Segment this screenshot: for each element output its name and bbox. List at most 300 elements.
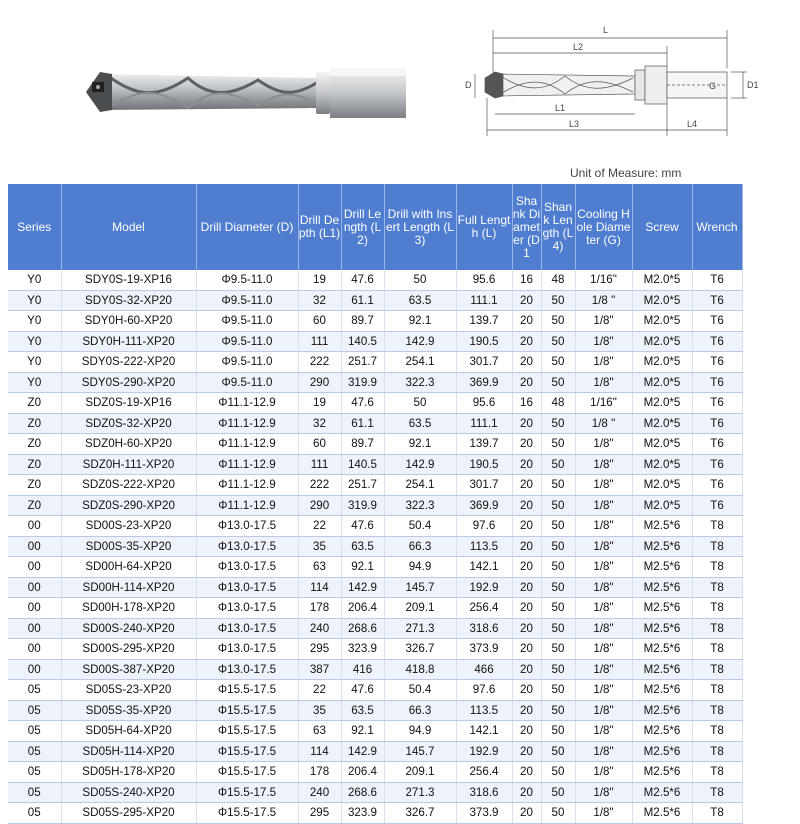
table-cell: 20 [512,495,541,516]
table-cell: 1/8" [575,495,632,516]
dim-L3: L3 [569,119,580,129]
table-cell: 301.7 [456,475,512,496]
table-row [8,577,742,598]
table-cell: 20 [512,372,541,393]
table-cell: Φ11.1-12.9 [196,393,298,414]
unit-of-measure: Unit of Measure: mm [570,166,682,180]
table-row [8,475,742,496]
table-cell: 301.7 [456,352,512,373]
table-cell: Φ13.0-17.5 [196,639,298,660]
table-cell: Φ9.5-11.0 [196,331,298,352]
table-cell: Z0 [8,413,61,434]
table-cell: 20 [512,577,541,598]
table-cell: 05 [8,741,61,762]
table-cell: M2.0*5 [632,290,692,311]
dim-D: D [465,80,472,90]
table-header [8,184,742,270]
table-cell: 222 [298,475,341,496]
table-cell: 19 [298,270,341,290]
table-cell: 142.1 [456,721,512,742]
table-cell: 206.4 [341,598,384,619]
table-row [8,762,742,783]
table-cell: 00 [8,536,61,557]
table-cell: M2.5*6 [632,618,692,639]
table-cell: T8 [692,639,742,660]
dim-L4: L4 [687,119,698,129]
table-cell: 00 [8,598,61,619]
table-cell: SD00S-240-XP20 [61,618,196,639]
table-cell: 1/8" [575,475,632,496]
table-cell: M2.5*6 [632,721,692,742]
table-cell: 00 [8,577,61,598]
table-cell: 369.9 [456,372,512,393]
table-cell: SD05H-64-XP20 [61,721,196,742]
table-cell: 19 [298,393,341,414]
column-header: Series [8,184,61,270]
table-cell: 50 [541,700,575,721]
table-cell: SDZ0H-111-XP20 [61,454,196,475]
table-cell: 20 [512,618,541,639]
table-cell: 1/16" [575,270,632,290]
table-cell: T8 [692,618,742,639]
table-cell: 50 [541,618,575,639]
table-cell: T8 [692,516,742,537]
table-cell: SDZ0S-290-XP20 [61,495,196,516]
table-cell: 50 [541,598,575,619]
table-cell: 140.5 [341,454,384,475]
table-row [8,413,742,434]
table-cell: Y0 [8,352,61,373]
table-cell: Y0 [8,331,61,352]
table-cell: Z0 [8,454,61,475]
table-row [8,516,742,537]
table-cell: 192.9 [456,577,512,598]
table-cell: 61.1 [341,413,384,434]
table-cell: 50 [541,639,575,660]
table-cell: Z0 [8,475,61,496]
table-cell: 319.9 [341,372,384,393]
table-cell: Φ9.5-11.0 [196,290,298,311]
table-row [8,782,742,803]
table-cell: 50 [541,434,575,455]
table-cell: M2.5*6 [632,782,692,803]
table-cell: 271.3 [384,618,456,639]
table-cell: 139.7 [456,311,512,332]
table-cell: T8 [692,577,742,598]
table-cell: 1/8 " [575,413,632,434]
column-header: Shank Length (L4) [541,184,575,270]
table-cell: SD00H-114-XP20 [61,577,196,598]
table-cell: 142.9 [384,454,456,475]
table-cell: Φ13.0-17.5 [196,557,298,578]
table-cell: M2.5*6 [632,639,692,660]
column-header: Shank Diameter (D1 [512,184,541,270]
table-cell: SDY0S-32-XP20 [61,290,196,311]
column-header: Cooling Hole Diameter (G) [575,184,632,270]
table-cell: 50 [541,659,575,680]
table-cell: M2.5*6 [632,803,692,824]
table-cell: 1/8" [575,557,632,578]
table-cell: 05 [8,782,61,803]
table-cell: 1/8" [575,639,632,660]
table-cell: 35 [298,536,341,557]
table-cell: 60 [298,434,341,455]
table-cell: M2.5*6 [632,577,692,598]
table-cell: 111 [298,331,341,352]
table-cell: T6 [692,454,742,475]
table-cell: Φ15.5-17.5 [196,762,298,783]
table-cell: T6 [692,352,742,373]
table-cell: 111.1 [456,290,512,311]
table-cell: Y0 [8,311,61,332]
table-cell: 145.7 [384,577,456,598]
table-cell: 1/8" [575,721,632,742]
table-row [8,557,742,578]
table-cell: 50 [541,475,575,496]
table-cell: M2.0*5 [632,413,692,434]
table-cell: 95.6 [456,270,512,290]
table-cell: M2.0*5 [632,393,692,414]
table-cell: T6 [692,372,742,393]
table-cell: 466 [456,659,512,680]
table-cell: Φ9.5-11.0 [196,270,298,290]
table-cell: Φ11.1-12.9 [196,495,298,516]
table-cell: 50 [541,536,575,557]
table-cell: 268.6 [341,618,384,639]
table-cell: 50 [541,762,575,783]
table-cell: Z0 [8,434,61,455]
table-cell: SDZ0S-222-XP20 [61,475,196,496]
table-cell: 1/8" [575,577,632,598]
table-cell: 322.3 [384,372,456,393]
table-cell: SD00S-35-XP20 [61,536,196,557]
table-cell: SDY0S-290-XP20 [61,372,196,393]
table-row [8,618,742,639]
table-cell: 319.9 [341,495,384,516]
column-header: Drill Length (L2) [341,184,384,270]
table-cell: M2.5*6 [632,762,692,783]
table-cell: 295 [298,803,341,824]
table-cell: 00 [8,516,61,537]
table-cell: 35 [298,700,341,721]
table-cell: 387 [298,659,341,680]
drill-photo [78,52,418,132]
table-cell: 256.4 [456,598,512,619]
table-cell: T6 [692,475,742,496]
table-cell: 50.4 [384,516,456,537]
table-cell: SDY0H-111-XP20 [61,331,196,352]
table-cell: 322.3 [384,495,456,516]
dim-L1: L1 [555,103,566,113]
table-cell: 92.1 [384,434,456,455]
table-cell: 00 [8,659,61,680]
table-cell: 63.5 [384,290,456,311]
table-cell: 254.1 [384,352,456,373]
table-cell: 66.3 [384,700,456,721]
table-cell: T8 [692,659,742,680]
table-cell: M2.0*5 [632,475,692,496]
table-row [8,434,742,455]
table-body [8,270,742,823]
table-cell: 50.4 [384,680,456,701]
table-cell: 50 [541,803,575,824]
table-cell: 05 [8,680,61,701]
dim-L2: L2 [573,42,584,52]
table-cell: 50 [541,516,575,537]
table-cell: 20 [512,516,541,537]
table-cell: 05 [8,700,61,721]
table-cell: SD00S-23-XP20 [61,516,196,537]
table-cell: 47.6 [341,393,384,414]
table-cell: 20 [512,700,541,721]
table-cell: Φ9.5-11.0 [196,372,298,393]
table-cell: 251.7 [341,352,384,373]
table-cell: 16 [512,270,541,290]
table-cell: 50 [541,577,575,598]
table-cell: 05 [8,721,61,742]
table-row [8,393,742,414]
table-cell: 97.6 [456,516,512,537]
table-cell: 1/8" [575,680,632,701]
table-cell: Z0 [8,495,61,516]
drill-dimension-drawing [455,18,795,148]
column-header: Full Length (L) [456,184,512,270]
table-cell: 192.9 [456,741,512,762]
table-cell: 66.3 [384,536,456,557]
table-cell: M2.5*6 [632,536,692,557]
table-cell: 1/8" [575,536,632,557]
table-cell: Φ13.0-17.5 [196,598,298,619]
column-header: Drill with Insert Length (L3) [384,184,456,270]
table-cell: Φ9.5-11.0 [196,352,298,373]
table-cell: SD05H-114-XP20 [61,741,196,762]
table-cell: 00 [8,618,61,639]
table-cell: 63.5 [341,700,384,721]
table-cell: Φ15.5-17.5 [196,680,298,701]
table-cell: 1/8" [575,762,632,783]
table-cell: T6 [692,331,742,352]
table-row [8,454,742,475]
table-cell: 318.6 [456,782,512,803]
table-cell: T8 [692,803,742,824]
table-cell: 1/8" [575,331,632,352]
table-cell: 111.1 [456,413,512,434]
table-cell: 290 [298,495,341,516]
table-cell: 50 [541,372,575,393]
table-cell: 20 [512,680,541,701]
table-cell: T8 [692,557,742,578]
table-row [8,352,742,373]
table-cell: Φ11.1-12.9 [196,413,298,434]
table-cell: 178 [298,598,341,619]
table-cell: 50 [541,741,575,762]
table-cell: SD05S-35-XP20 [61,700,196,721]
table-cell: SDZ0S-32-XP20 [61,413,196,434]
table-cell: 271.3 [384,782,456,803]
table-row [8,803,742,824]
table-cell: 1/8" [575,352,632,373]
table-cell: 416 [341,659,384,680]
table-cell: 142.9 [341,741,384,762]
table-cell: SDZ0H-60-XP20 [61,434,196,455]
table-cell: Φ15.5-17.5 [196,741,298,762]
table-cell: M2.5*6 [632,598,692,619]
column-header: Drill Diameter (D) [196,184,298,270]
table-cell: T8 [692,536,742,557]
table-cell: Φ13.0-17.5 [196,659,298,680]
table-cell: 50 [541,495,575,516]
table-cell: 318.6 [456,618,512,639]
table-cell: 20 [512,413,541,434]
table-cell: 20 [512,290,541,311]
table-cell: M2.5*6 [632,557,692,578]
table-cell: 1/8" [575,700,632,721]
table-row [8,598,742,619]
table-row [8,270,742,290]
table-cell: 05 [8,762,61,783]
table-cell: 295 [298,639,341,660]
table-cell: 256.4 [456,762,512,783]
table-cell: M2.5*6 [632,741,692,762]
table-cell: M2.0*5 [632,434,692,455]
table-cell: 290 [298,372,341,393]
table-cell: 94.9 [384,721,456,742]
table-cell: 20 [512,475,541,496]
table-cell: 326.7 [384,639,456,660]
table-cell: 47.6 [341,680,384,701]
table-cell: 1/8" [575,372,632,393]
table-cell: 20 [512,454,541,475]
table-cell: Y0 [8,270,61,290]
dim-D1: D1 [747,80,759,90]
table-row [8,659,742,680]
table-cell: 50 [541,331,575,352]
table-cell: 139.7 [456,434,512,455]
table-cell: 254.1 [384,475,456,496]
table-cell: 20 [512,536,541,557]
table-cell: 50 [384,270,456,290]
table-cell: Φ9.5-11.0 [196,311,298,332]
table-cell: Φ15.5-17.5 [196,803,298,824]
table-cell: 50 [541,311,575,332]
table-cell: M2.5*6 [632,516,692,537]
column-header: Wrench [692,184,742,270]
table-cell: 323.9 [341,803,384,824]
table-cell: 20 [512,557,541,578]
table-cell: 1/8" [575,618,632,639]
table-cell: 63 [298,721,341,742]
table-cell: Φ11.1-12.9 [196,475,298,496]
table-cell: SD05S-240-XP20 [61,782,196,803]
table-cell: 1/8" [575,516,632,537]
table-row [8,372,742,393]
table-cell: 1/8" [575,659,632,680]
table-cell: 113.5 [456,700,512,721]
table-cell: 50 [541,290,575,311]
table-cell: M2.5*6 [632,659,692,680]
table-cell: 22 [298,516,341,537]
table-cell: 373.9 [456,639,512,660]
table-cell: 190.5 [456,454,512,475]
table-cell: 00 [8,639,61,660]
table-row [8,536,742,557]
dim-G: G [709,81,717,91]
table-cell: 92.1 [341,721,384,742]
table-cell: 20 [512,598,541,619]
table-cell: 50 [541,782,575,803]
table-cell: 323.9 [341,639,384,660]
table-cell: M2.0*5 [632,372,692,393]
table-cell: 1/8" [575,454,632,475]
table-cell: SD05H-178-XP20 [61,762,196,783]
table-cell: 1/8" [575,741,632,762]
table-cell: 63.5 [384,413,456,434]
table-cell: Φ11.1-12.9 [196,434,298,455]
table-cell: M2.0*5 [632,495,692,516]
table-cell: T8 [692,762,742,783]
table-cell: 1/8" [575,803,632,824]
table-cell: T6 [692,290,742,311]
table-row [8,331,742,352]
table-cell: 113.5 [456,536,512,557]
table-cell: 20 [512,741,541,762]
table-cell: 240 [298,618,341,639]
table-row [8,311,742,332]
table-cell: T6 [692,270,742,290]
table-cell: 22 [298,680,341,701]
table-cell: 47.6 [341,270,384,290]
table-cell: 1/8" [575,311,632,332]
spec-table [8,184,743,824]
table-cell: 326.7 [384,803,456,824]
table-cell: 209.1 [384,598,456,619]
table-cell: 61.1 [341,290,384,311]
table-cell: 145.7 [384,741,456,762]
table-cell: Φ11.1-12.9 [196,454,298,475]
table-cell: 92.1 [384,311,456,332]
table-cell: T6 [692,413,742,434]
table-cell: 142.1 [456,557,512,578]
table-cell: T8 [692,680,742,701]
table-cell: 20 [512,311,541,332]
table-cell: 20 [512,803,541,824]
table-cell: T6 [692,311,742,332]
table-cell: 50 [541,413,575,434]
table-row [8,741,742,762]
table-cell: M2.5*6 [632,680,692,701]
table-cell: SD00H-64-XP20 [61,557,196,578]
table-cell: 48 [541,393,575,414]
dim-L: L [603,25,609,35]
table-cell: 178 [298,762,341,783]
table-cell: M2.0*5 [632,331,692,352]
table-cell: T8 [692,741,742,762]
column-header: Drill Depth (L1) [298,184,341,270]
column-header: Screw [632,184,692,270]
table-cell: 1/8 " [575,290,632,311]
table-cell: Y0 [8,372,61,393]
table-cell: 140.5 [341,331,384,352]
table-cell: M2.5*6 [632,700,692,721]
table-cell: M2.0*5 [632,311,692,332]
table-cell: 50 [541,557,575,578]
table-cell: 20 [512,721,541,742]
table-cell: Y0 [8,290,61,311]
table-cell: Φ13.0-17.5 [196,536,298,557]
table-cell: 111 [298,454,341,475]
table-cell: 16 [512,393,541,414]
table-cell: 1/16" [575,393,632,414]
